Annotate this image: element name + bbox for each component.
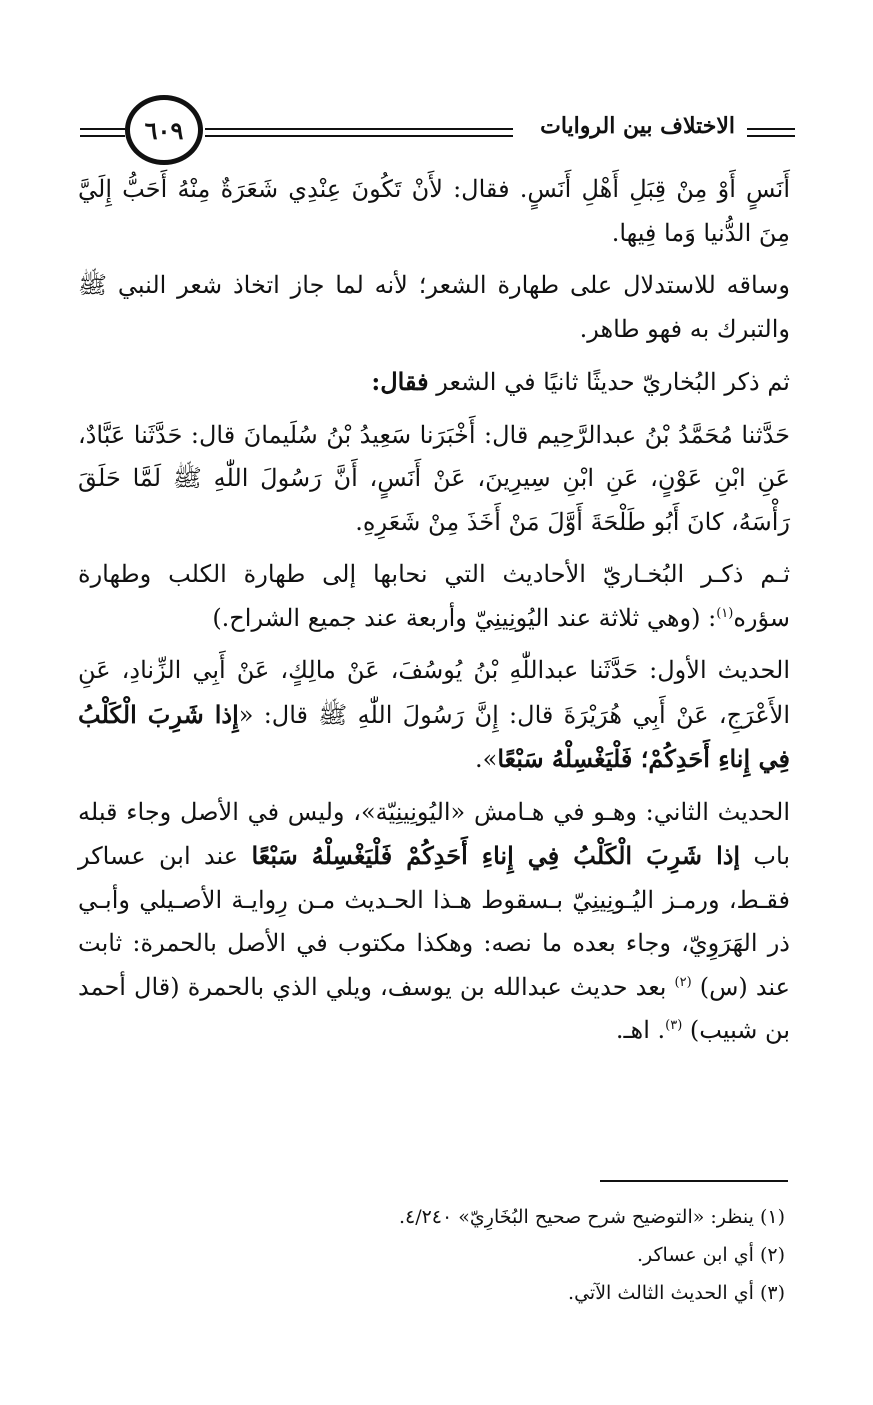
- paragraph-5-text-b: : (وهي ثلاثة عند اليُونِينِيّ وأربعة عند جميع الشراح.): [212, 603, 717, 632]
- paragraph-7: [78, 791, 790, 1053]
- paragraph-2-text: وساقه للاستدلال على طهارة الشعر؛ لأنه لما جاز اتخاذ شعر النبي ﷺ والتبرك به فهو طاهر.: [78, 271, 790, 343]
- footnote-3: [145, 1274, 785, 1312]
- paragraph-4-text: حَدَّثنا مُحَمَّدُ بْنُ عبدالرَّحِيم قال: أَخْبَرَنا سَعِيدُ بْنُ سُلَيمانَ قال: حَدَّثَنا عَبَّادٌ، عَنِ ابْنِ عَوْنٍ، عَنِ ابْنِ سِيرِينَ، عَنْ أَنَسٍ، أَنَّ رَسُولَ اللّٰهِ ﷺ لَمَّا حَلَقَ رَأْسَهُ، كانَ أَبُو طَلْحَةَ أَوَّلَ مَنْ أَخَذَ مِنْ شَعَرِهِ.: [78, 420, 790, 536]
- footnote-1-num: (١): [759, 1206, 785, 1228]
- footnote-ref-2[interactable]: (٢): [674, 974, 692, 990]
- paragraph-1-text: أَنَسٍ أَوْ مِنْ قِبَلِ أَهْلِ أَنَسٍ. فقال: لأَنْ تَكُونَ عِنْدِي شَعَرَةٌ مِنْهُ أَحَبُّ إِلَيَّ مِنَ الدُّنيا وَما فِيها.: [78, 175, 790, 247]
- header-rule-left: [80, 128, 125, 137]
- paragraph-3: [78, 360, 790, 405]
- footnote-ref-3[interactable]: (٣): [665, 1018, 683, 1033]
- page-number: ٦٠٩: [125, 95, 203, 165]
- header-rule-right: [747, 128, 795, 137]
- paragraph-6-text: الحديث الأول: حَدَّثَنا عبداللّٰهِ بْنُ يُوسُفَ، عَنْ مالِكٍ، عَنْ أَبِي الزِّنادِ، عَنِ الأَعْرَجِ، عَنْ أَبِي هُرَيْرَةَ قال: إِنَّ رَسُولَ اللّٰهِ ﷺ قال: «: [78, 656, 790, 729]
- paragraph-2: [78, 264, 790, 351]
- footnote-2-text: أي ابن عساكر.: [636, 1244, 754, 1266]
- paragraph-3-text: ثم ذكر البُخاريّ حديثًا ثانيًا في الشعر: [428, 368, 790, 396]
- paragraph-6-end: ».: [475, 745, 498, 773]
- footnote-2: [145, 1236, 785, 1274]
- paragraph-7-text-b: عند ابن عساكر فقـط، ورمـز اليُـونِينِيّ بـسقوط هـذا الحـديث مـن رِوايـة الأصـيلي وأبـي ذر الهَرَوِيّ، وجاء بعده ما نصه: وهكذا مكتوب في الأصل بالحمرة: ثابت عند (س): [78, 842, 790, 1001]
- footnote-ref-1[interactable]: (١): [716, 605, 734, 621]
- paragraph-7-text-c: بعد حديث عبدالله بن يوسف، ويلي الذي بالحمرة (قال أحمد بن شبيب): [78, 972, 790, 1044]
- footnote-1-text: ينظر: «التوضيح شرح صحيح البُخَارِيّ» ٤/٢٤٠.: [398, 1206, 754, 1228]
- paragraph-7-bold: إذا شَرِبَ الْكَلْبُ فِي إِناءِ أَحَدِكُمْ فَلْيَغْسِلْهُ سَبْعًا: [251, 841, 741, 870]
- paragraph-1: [78, 168, 790, 255]
- footnote-3-text: أي الحديث الثالث الآتي.: [568, 1282, 754, 1304]
- page-header: [80, 95, 795, 167]
- footnote-separator: [600, 1180, 788, 1182]
- paragraph-6: [78, 649, 790, 782]
- paragraph-5-text-a: ثـم ذكـر البُخـاريّ الأحاديث التي نحابها إلى طهارة الكلب وطهارة سؤره: [78, 560, 791, 632]
- footnote-3-num: (٣): [759, 1282, 785, 1304]
- footnote-1: [145, 1198, 785, 1236]
- footnote-2-num: (٢): [759, 1244, 785, 1266]
- paragraph-3-bold: فقال:: [371, 367, 429, 396]
- main-text: [78, 168, 790, 1062]
- paragraph-7-text-a: الحديث الثاني: وهـو في هـامش «اليُونِينِيّة»، وليس في الأصل وجاء قبله باب: [78, 797, 791, 870]
- running-title: الاختلاف بين الروايات: [540, 113, 735, 139]
- paragraph-5: [78, 553, 790, 640]
- paragraph-4: [78, 414, 790, 545]
- paragraph-6-hadith-bold: إِذا شَرِبَ الْكَلْبُ فِي إِناءِ أَحَدِكُمْ؛ فَلْيَغْسِلْهُ سَبْعًا: [78, 699, 790, 773]
- header-rule-middle: [205, 128, 513, 137]
- footnotes: [145, 1198, 785, 1312]
- paragraph-7-text-d: . اهـ.: [615, 1016, 666, 1044]
